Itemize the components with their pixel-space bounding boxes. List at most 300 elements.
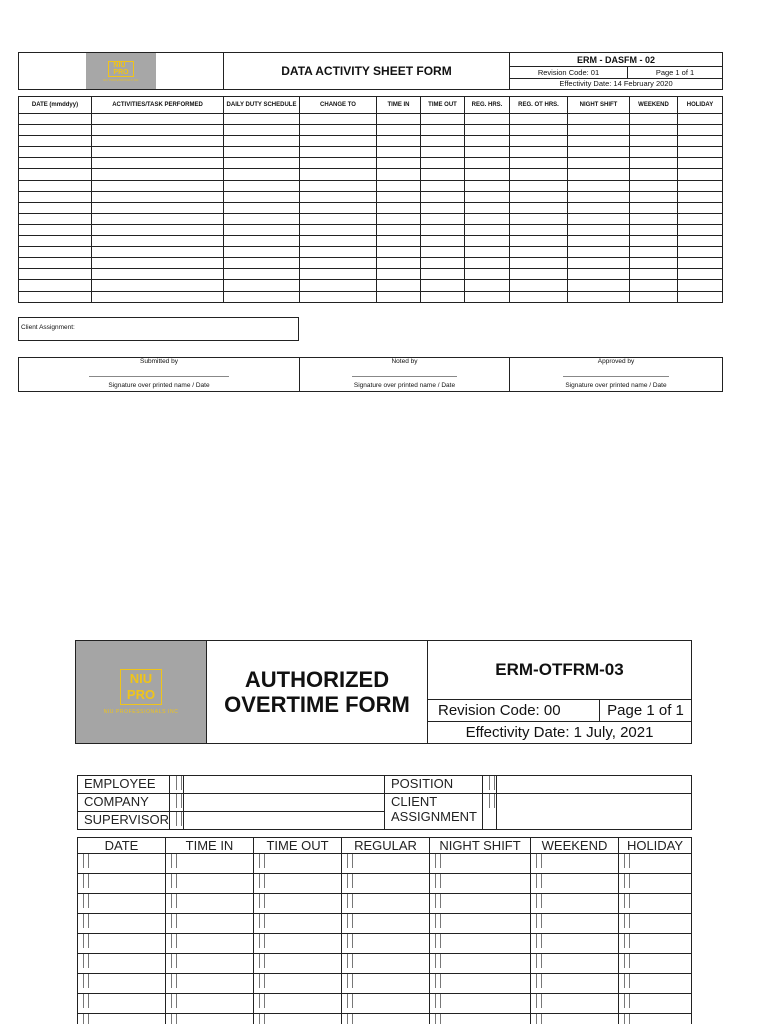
table-cell[interactable] (92, 247, 224, 258)
table-cell[interactable] (568, 269, 630, 280)
table-cell[interactable] (78, 874, 166, 894)
table-cell[interactable] (510, 213, 568, 224)
table-cell[interactable] (430, 974, 531, 994)
table-cell[interactable] (224, 247, 300, 258)
cell-marker (176, 776, 182, 790)
table-cell[interactable] (430, 854, 531, 874)
table-cell[interactable] (421, 280, 465, 291)
cell-marker (536, 954, 542, 968)
table-cell[interactable] (678, 125, 723, 136)
table-cell[interactable] (19, 247, 92, 258)
submitted-by-cell[interactable] (19, 358, 300, 392)
table-cell[interactable] (630, 169, 678, 180)
table-cell[interactable] (224, 169, 300, 180)
table-cell[interactable] (92, 291, 224, 302)
table-cell[interactable] (92, 158, 224, 169)
table-cell[interactable] (300, 224, 377, 235)
table-cell[interactable] (342, 954, 430, 974)
table-cell[interactable] (678, 269, 723, 280)
table-cell[interactable] (568, 224, 630, 235)
table-cell[interactable] (19, 180, 92, 191)
table-cell[interactable] (465, 236, 510, 247)
table-cell[interactable] (19, 202, 92, 213)
noted-by-cell[interactable] (300, 358, 510, 392)
approved-by-cell[interactable] (510, 358, 723, 392)
table-cell[interactable] (224, 125, 300, 136)
table-cell[interactable] (510, 158, 568, 169)
table-cell[interactable] (630, 180, 678, 191)
table-cell[interactable] (421, 169, 465, 180)
table-cell[interactable] (421, 125, 465, 136)
table-cell[interactable] (430, 874, 531, 894)
table-cell[interactable] (510, 224, 568, 235)
table-cell[interactable] (166, 934, 254, 954)
table-cell[interactable] (224, 213, 300, 224)
table-cell[interactable] (678, 247, 723, 258)
table-cell[interactable] (377, 269, 421, 280)
cell-marker (624, 954, 630, 968)
position-input[interactable] (497, 776, 692, 794)
table-cell[interactable] (377, 213, 421, 224)
table-cell[interactable] (342, 874, 430, 894)
table-cell[interactable] (619, 854, 692, 874)
table-cell[interactable] (421, 114, 465, 125)
table-cell[interactable] (19, 136, 92, 147)
cell-marker (536, 874, 542, 888)
activity-form-header (18, 52, 723, 90)
table-row (19, 125, 723, 136)
cell-marker (347, 974, 353, 988)
table-cell[interactable] (78, 974, 166, 994)
table-cell[interactable] (568, 291, 630, 302)
table-cell[interactable] (510, 136, 568, 147)
table-cell[interactable] (377, 224, 421, 235)
table-cell[interactable] (377, 280, 421, 291)
table-cell[interactable] (510, 169, 568, 180)
table-cell[interactable] (619, 874, 692, 894)
table-cell[interactable] (630, 125, 678, 136)
table-cell[interactable] (510, 291, 568, 302)
table-cell[interactable] (92, 236, 224, 247)
table-cell[interactable] (342, 934, 430, 954)
table-cell[interactable] (19, 291, 92, 302)
table-cell[interactable] (510, 114, 568, 125)
table-cell[interactable] (421, 258, 465, 269)
table-cell[interactable] (377, 125, 421, 136)
table-cell[interactable] (19, 169, 92, 180)
table-cell[interactable] (630, 158, 678, 169)
table-cell[interactable] (92, 224, 224, 235)
table-cell[interactable] (377, 169, 421, 180)
table-cell[interactable] (342, 854, 430, 874)
table-cell[interactable] (300, 291, 377, 302)
table-cell[interactable] (465, 180, 510, 191)
table-cell[interactable] (421, 236, 465, 247)
table-cell[interactable] (678, 169, 723, 180)
table-cell[interactable] (342, 1014, 430, 1024)
table-cell[interactable] (430, 934, 531, 954)
table-cell[interactable] (19, 125, 92, 136)
cell-marker (435, 974, 441, 988)
table-cell[interactable] (224, 280, 300, 291)
table-cell[interactable] (531, 914, 619, 934)
table-cell[interactable] (224, 136, 300, 147)
table-cell[interactable] (300, 158, 377, 169)
table-cell[interactable] (630, 258, 678, 269)
client-assignment-field[interactable] (18, 317, 299, 341)
table-cell[interactable] (421, 291, 465, 302)
table-cell[interactable] (510, 258, 568, 269)
table-cell[interactable] (568, 258, 630, 269)
table-cell[interactable] (300, 191, 377, 202)
table-cell[interactable] (465, 136, 510, 147)
table-cell[interactable] (78, 914, 166, 934)
table-cell[interactable] (224, 224, 300, 235)
table-cell[interactable] (421, 224, 465, 235)
table-cell[interactable] (630, 280, 678, 291)
table-cell[interactable] (342, 994, 430, 1014)
table-cell[interactable] (630, 269, 678, 280)
table-cell[interactable] (678, 258, 723, 269)
table-cell[interactable] (568, 114, 630, 125)
table-cell[interactable] (342, 914, 430, 934)
table-cell[interactable] (630, 236, 678, 247)
table-cell[interactable] (19, 269, 92, 280)
table-cell[interactable] (465, 280, 510, 291)
signature-line (89, 376, 229, 377)
table-cell[interactable] (568, 236, 630, 247)
table-cell[interactable] (92, 147, 224, 158)
table-cell[interactable] (377, 180, 421, 191)
table-cell[interactable] (465, 202, 510, 213)
table-cell[interactable] (300, 136, 377, 147)
table-cell[interactable] (421, 269, 465, 280)
table-cell[interactable] (510, 202, 568, 213)
signature-caption: Signature over printed name / Date (108, 382, 210, 389)
table-cell[interactable] (300, 202, 377, 213)
table-cell[interactable] (166, 914, 254, 934)
table-cell[interactable] (300, 236, 377, 247)
table-cell[interactable] (465, 147, 510, 158)
table-cell[interactable] (78, 954, 166, 974)
cell-marker (536, 994, 542, 1008)
table-cell[interactable] (678, 158, 723, 169)
table-cell[interactable] (254, 994, 342, 1014)
table-cell[interactable] (166, 1014, 254, 1024)
table-cell[interactable] (568, 125, 630, 136)
table-cell[interactable] (19, 114, 92, 125)
table-cell[interactable] (300, 258, 377, 269)
table-cell[interactable] (619, 1014, 692, 1024)
table-cell[interactable] (19, 158, 92, 169)
table-cell[interactable] (421, 136, 465, 147)
table-cell[interactable] (224, 158, 300, 169)
table-cell[interactable] (619, 894, 692, 914)
table-row (19, 291, 723, 302)
table-cell[interactable] (531, 954, 619, 974)
table-cell[interactable] (531, 934, 619, 954)
table-cell[interactable] (465, 191, 510, 202)
table-cell[interactable] (224, 114, 300, 125)
company-input[interactable] (184, 794, 385, 812)
table-cell[interactable] (531, 1014, 619, 1024)
table-cell[interactable] (377, 158, 421, 169)
table-cell[interactable] (510, 147, 568, 158)
table-cell[interactable] (630, 114, 678, 125)
cell-marker (259, 934, 265, 948)
table-cell[interactable] (630, 191, 678, 202)
table-cell[interactable] (421, 158, 465, 169)
table-cell[interactable] (92, 280, 224, 291)
cell-marker (259, 954, 265, 968)
table-cell[interactable] (300, 114, 377, 125)
table-cell[interactable] (630, 247, 678, 258)
table-cell[interactable] (510, 125, 568, 136)
table-cell[interactable] (619, 994, 692, 1014)
table-cell[interactable] (224, 147, 300, 158)
table-cell[interactable] (430, 894, 531, 914)
table-cell[interactable] (568, 158, 630, 169)
table-cell[interactable] (342, 974, 430, 994)
table-cell[interactable] (377, 291, 421, 302)
table-cell[interactable] (19, 258, 92, 269)
table-cell[interactable] (166, 974, 254, 994)
table-cell[interactable] (92, 114, 224, 125)
table-cell[interactable] (92, 180, 224, 191)
cell-marker (624, 974, 630, 988)
table-cell[interactable] (568, 191, 630, 202)
table-cell[interactable] (568, 280, 630, 291)
table-cell[interactable] (224, 191, 300, 202)
table-cell[interactable] (465, 114, 510, 125)
table-cell[interactable] (421, 213, 465, 224)
table-cell[interactable] (678, 224, 723, 235)
table-cell[interactable] (254, 874, 342, 894)
table-cell[interactable] (430, 954, 531, 974)
table-cell[interactable] (510, 180, 568, 191)
table-cell[interactable] (678, 180, 723, 191)
supervisor-input[interactable] (184, 812, 385, 830)
overtime-form-title (207, 641, 428, 744)
table-cell[interactable] (166, 994, 254, 1014)
table-cell[interactable] (531, 894, 619, 914)
table-cell[interactable] (421, 202, 465, 213)
col-weekend: WEEKEND (531, 838, 619, 854)
table-cell[interactable] (92, 213, 224, 224)
table-cell[interactable] (465, 158, 510, 169)
table-cell[interactable] (300, 247, 377, 258)
table-cell[interactable] (377, 202, 421, 213)
table-cell[interactable] (465, 169, 510, 180)
table-cell[interactable] (510, 191, 568, 202)
table-cell[interactable] (421, 147, 465, 158)
table-cell[interactable] (19, 224, 92, 235)
table-cell[interactable] (254, 1014, 342, 1024)
table-cell[interactable] (421, 247, 465, 258)
table-cell[interactable] (619, 934, 692, 954)
table-cell[interactable] (78, 994, 166, 1014)
cell-marker (259, 874, 265, 888)
signature-caption: Signature over printed name / Date (353, 382, 456, 389)
table-cell[interactable] (92, 136, 224, 147)
table-cell[interactable] (19, 236, 92, 247)
table-cell[interactable] (678, 147, 723, 158)
table-cell[interactable] (377, 147, 421, 158)
table-cell[interactable] (300, 125, 377, 136)
table-cell[interactable] (377, 136, 421, 147)
table-cell[interactable] (531, 854, 619, 874)
table-row (78, 854, 692, 874)
table-cell[interactable] (678, 280, 723, 291)
table-cell[interactable] (430, 994, 531, 1014)
table-cell[interactable] (531, 994, 619, 1014)
table-cell[interactable] (510, 236, 568, 247)
cell-marker (176, 812, 182, 826)
cell-marker (536, 854, 542, 868)
cell-marker (171, 974, 177, 988)
table-cell[interactable] (92, 125, 224, 136)
table-cell[interactable] (377, 258, 421, 269)
table-cell[interactable] (678, 213, 723, 224)
table-cell[interactable] (619, 914, 692, 934)
table-cell[interactable] (92, 258, 224, 269)
table-cell[interactable] (430, 1014, 531, 1024)
table-cell[interactable] (300, 180, 377, 191)
col-date: DATE (mmddyy) (19, 97, 92, 114)
table-cell[interactable] (224, 202, 300, 213)
table-cell[interactable] (678, 236, 723, 247)
table-cell[interactable] (678, 136, 723, 147)
table-cell[interactable] (19, 147, 92, 158)
table-cell[interactable] (465, 224, 510, 235)
activity-form-title: DATA ACTIVITY SHEET FORM (224, 53, 510, 90)
activity-table-body (19, 114, 723, 303)
table-cell[interactable] (630, 202, 678, 213)
table-cell[interactable] (300, 213, 377, 224)
table-cell[interactable] (531, 874, 619, 894)
table-cell[interactable] (254, 954, 342, 974)
table-cell[interactable] (224, 291, 300, 302)
table-cell[interactable] (19, 191, 92, 202)
overtime-logo-cell (76, 641, 207, 744)
table-cell[interactable] (630, 224, 678, 235)
table-cell[interactable] (510, 247, 568, 258)
table-cell[interactable] (678, 114, 723, 125)
table-cell[interactable] (300, 269, 377, 280)
table-cell[interactable] (630, 147, 678, 158)
cell-marker (171, 954, 177, 968)
table-row (78, 954, 692, 974)
table-cell[interactable] (19, 213, 92, 224)
table-cell[interactable] (224, 258, 300, 269)
table-row (19, 236, 723, 247)
table-cell[interactable] (619, 974, 692, 994)
table-cell[interactable] (465, 291, 510, 302)
table-cell[interactable] (568, 136, 630, 147)
table-cell[interactable] (568, 169, 630, 180)
employee-input[interactable] (184, 776, 385, 794)
table-cell[interactable] (166, 874, 254, 894)
table-cell[interactable] (92, 202, 224, 213)
table-cell[interactable] (678, 291, 723, 302)
table-cell[interactable] (678, 202, 723, 213)
col-time-in: TIME IN (377, 97, 421, 114)
table-cell[interactable] (465, 258, 510, 269)
table-cell[interactable] (342, 894, 430, 914)
table-cell[interactable] (300, 280, 377, 291)
cell-marker (83, 934, 89, 948)
table-cell[interactable] (377, 236, 421, 247)
table-cell[interactable] (254, 914, 342, 934)
cell-marker (83, 894, 89, 908)
table-cell[interactable] (421, 180, 465, 191)
table-cell[interactable] (421, 191, 465, 202)
table-cell[interactable] (166, 954, 254, 974)
table-cell[interactable] (619, 954, 692, 974)
client-assignment-input[interactable] (497, 794, 692, 830)
table-cell[interactable] (465, 269, 510, 280)
table-cell[interactable] (568, 213, 630, 224)
table-cell[interactable] (166, 854, 254, 874)
table-cell[interactable] (510, 269, 568, 280)
table-cell[interactable] (224, 180, 300, 191)
table-cell[interactable] (465, 125, 510, 136)
table-cell[interactable] (630, 291, 678, 302)
table-cell[interactable] (465, 213, 510, 224)
table-cell[interactable] (510, 280, 568, 291)
table-cell[interactable] (568, 247, 630, 258)
table-cell[interactable] (78, 1014, 166, 1024)
cell-marker (435, 1014, 441, 1024)
cell-marker (171, 854, 177, 868)
table-cell[interactable] (254, 854, 342, 874)
cell-marker (347, 934, 353, 948)
table-cell[interactable] (300, 147, 377, 158)
table-cell[interactable] (92, 191, 224, 202)
table-cell[interactable] (377, 247, 421, 258)
cell-marker (83, 854, 89, 868)
table-cell[interactable] (568, 202, 630, 213)
table-cell[interactable] (377, 191, 421, 202)
table-cell[interactable] (531, 974, 619, 994)
table-cell[interactable] (19, 280, 92, 291)
table-cell[interactable] (465, 247, 510, 258)
table-cell[interactable] (254, 974, 342, 994)
cell-marker (536, 894, 542, 908)
table-cell[interactable] (678, 191, 723, 202)
table-cell[interactable] (224, 236, 300, 247)
table-cell[interactable] (92, 169, 224, 180)
cell-marker (624, 854, 630, 868)
table-cell[interactable] (630, 136, 678, 147)
table-cell[interactable] (78, 854, 166, 874)
table-cell[interactable] (254, 894, 342, 914)
table-cell[interactable] (92, 269, 224, 280)
table-cell[interactable] (300, 169, 377, 180)
overtime-effectivity: Effectivity Date: 1 July, 2021 (428, 721, 692, 743)
table-cell[interactable] (568, 147, 630, 158)
table-cell[interactable] (430, 914, 531, 934)
table-cell[interactable] (78, 934, 166, 954)
table-cell[interactable] (166, 894, 254, 914)
table-cell[interactable] (377, 114, 421, 125)
table-cell[interactable] (224, 269, 300, 280)
table-cell[interactable] (630, 213, 678, 224)
table-cell[interactable] (568, 180, 630, 191)
logo-tagline: NIU PROFESSIONALS INC (103, 79, 139, 82)
table-cell[interactable] (254, 934, 342, 954)
table-cell[interactable] (78, 894, 166, 914)
